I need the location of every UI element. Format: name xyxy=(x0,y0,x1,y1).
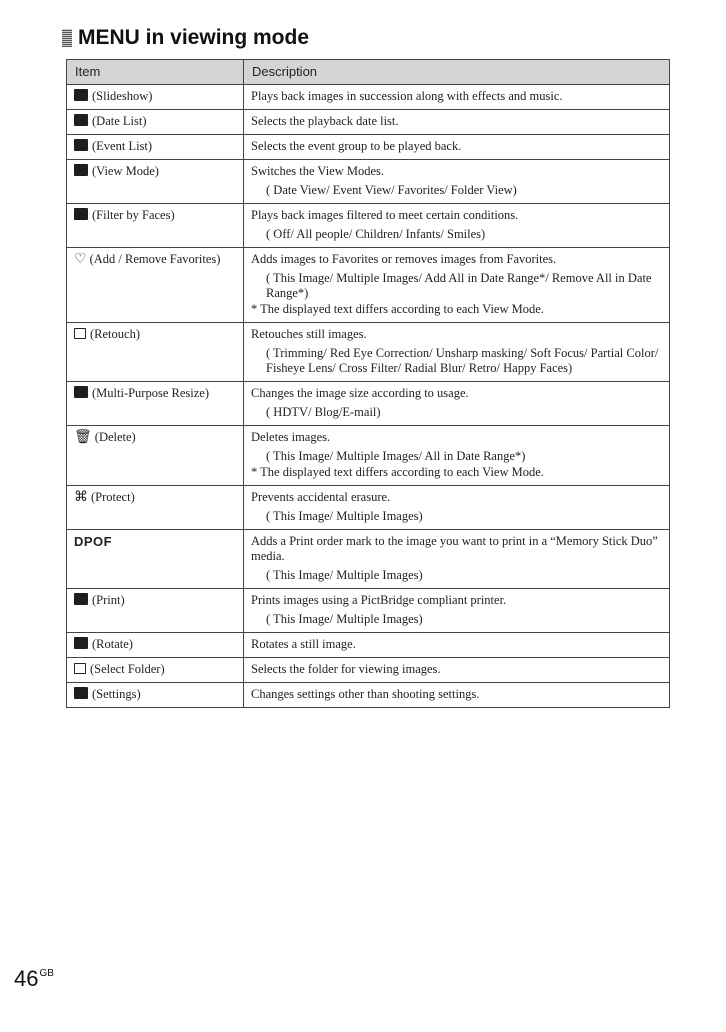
item-label: (Add / Remove Favorites) xyxy=(89,252,221,266)
item-label: (Protect) xyxy=(91,490,135,504)
table-row xyxy=(67,486,670,530)
table-row xyxy=(67,323,670,382)
retouch-icon xyxy=(74,328,86,339)
table-header-row xyxy=(67,60,670,85)
item-label: (Retouch) xyxy=(90,327,140,341)
item-label: (Print) xyxy=(92,593,125,607)
favorites-heart-icon: ♡ xyxy=(74,252,87,267)
item-options: ( HDTV/ Blog/E-mail) xyxy=(266,405,381,419)
table-row xyxy=(67,658,670,683)
table-row xyxy=(67,426,670,486)
table-row xyxy=(67,135,670,160)
item-description: Selects the event group to be played back. xyxy=(251,139,462,153)
item-description: Retouches still images. xyxy=(251,327,367,341)
folder-icon xyxy=(74,663,86,674)
item-description: Changes the image size according to usage. xyxy=(251,386,469,400)
item-options: ( Off/ All people/ Children/ Infants/ Smiles) xyxy=(266,227,486,241)
event-list-icon xyxy=(74,139,88,151)
table-row xyxy=(67,204,670,248)
trash-icon: 🗑 xyxy=(74,430,92,445)
item-description: Changes settings other than shooting settings. xyxy=(251,687,480,701)
item-label: (Settings) xyxy=(92,687,141,701)
item-label: DPOF xyxy=(74,534,113,549)
slideshow-icon xyxy=(74,89,88,101)
item-label: (Multi-Purpose Resize) xyxy=(92,386,209,400)
item-note: * The displayed text differs according to each View Mode. xyxy=(251,465,544,479)
item-options: ( This Image/ Multiple Images/ All in Date Range*) xyxy=(266,449,526,463)
date-list-icon xyxy=(74,114,88,126)
table-row xyxy=(67,85,670,110)
settings-toolbox-icon xyxy=(74,687,88,699)
table-row xyxy=(67,160,670,204)
item-options: ( Date View/ Event View/ Favorites/ Folder View) xyxy=(266,183,517,197)
item-description: Adds images to Favorites or removes images from Favorites. xyxy=(251,252,557,266)
item-label: (View Mode) xyxy=(92,164,159,178)
page-title xyxy=(62,26,309,50)
item-label: (Delete) xyxy=(94,430,136,444)
table-row xyxy=(67,589,670,633)
item-description: Rotates a still image. xyxy=(251,637,356,651)
table-row xyxy=(67,530,670,589)
table-row xyxy=(67,110,670,135)
item-options: ( This Image/ Multiple Images) xyxy=(266,568,423,582)
view-mode-icon xyxy=(74,164,88,176)
table-row xyxy=(67,683,670,708)
protect-key-icon: ⌘ xyxy=(74,490,88,505)
item-options: ( This Image/ Multiple Images) xyxy=(266,509,423,523)
item-description: Prevents accidental erasure. xyxy=(251,490,391,504)
item-options: ( Trimming/ Red Eye Correction/ Unsharp masking/ Soft Focus/ Partial Color/ Fisheye Lens/ Cross Filter/ Radial Blur/ Retro/ Happy Faces) xyxy=(266,346,659,375)
table-row xyxy=(67,382,670,426)
filter-faces-icon xyxy=(74,208,88,220)
print-icon xyxy=(74,593,88,605)
item-label: (Date List) xyxy=(92,114,147,128)
item-label: (Filter by Faces) xyxy=(92,208,175,222)
page-number-value: 46 xyxy=(14,966,39,991)
item-description: Deletes images. xyxy=(251,430,331,444)
item-label: (Select Folder) xyxy=(90,662,165,676)
item-label: (Slideshow) xyxy=(92,89,153,103)
table-row xyxy=(67,248,670,323)
item-description: Switches the View Modes. xyxy=(251,164,385,178)
page-title-text: MENU in viewing mode xyxy=(78,26,310,49)
page-number-suffix: GB xyxy=(39,968,54,979)
heading-bar-icon xyxy=(62,29,72,47)
item-label: (Event List) xyxy=(92,139,153,153)
table-row xyxy=(67,633,670,658)
item-description: Adds a Print order mark to the image you want to print in a “Memory Stick Duo” media. xyxy=(251,534,658,563)
rotate-icon xyxy=(74,637,88,649)
item-options: ( This Image/ Multiple Images/ Add All in Date Range*/ Remove All in Date Range*) xyxy=(266,271,652,300)
resize-icon xyxy=(74,386,88,398)
item-description: Selects the playback date list. xyxy=(251,114,399,128)
item-description: Selects the folder for viewing images. xyxy=(251,662,441,676)
menu-table xyxy=(66,59,670,708)
item-label: (Rotate) xyxy=(92,637,133,651)
col-desc-header: Description xyxy=(244,60,670,85)
item-description: Prints images using a PictBridge compliant printer. xyxy=(251,593,507,607)
item-description: Plays back images in succession along with effects and music. xyxy=(251,89,563,103)
item-description: Plays back images filtered to meet certain conditions. xyxy=(251,208,519,222)
page-number xyxy=(14,966,54,992)
col-item-header: Item xyxy=(67,60,244,85)
item-note: * The displayed text differs according to each View Mode. xyxy=(251,302,544,316)
item-options: ( This Image/ Multiple Images) xyxy=(266,612,423,626)
